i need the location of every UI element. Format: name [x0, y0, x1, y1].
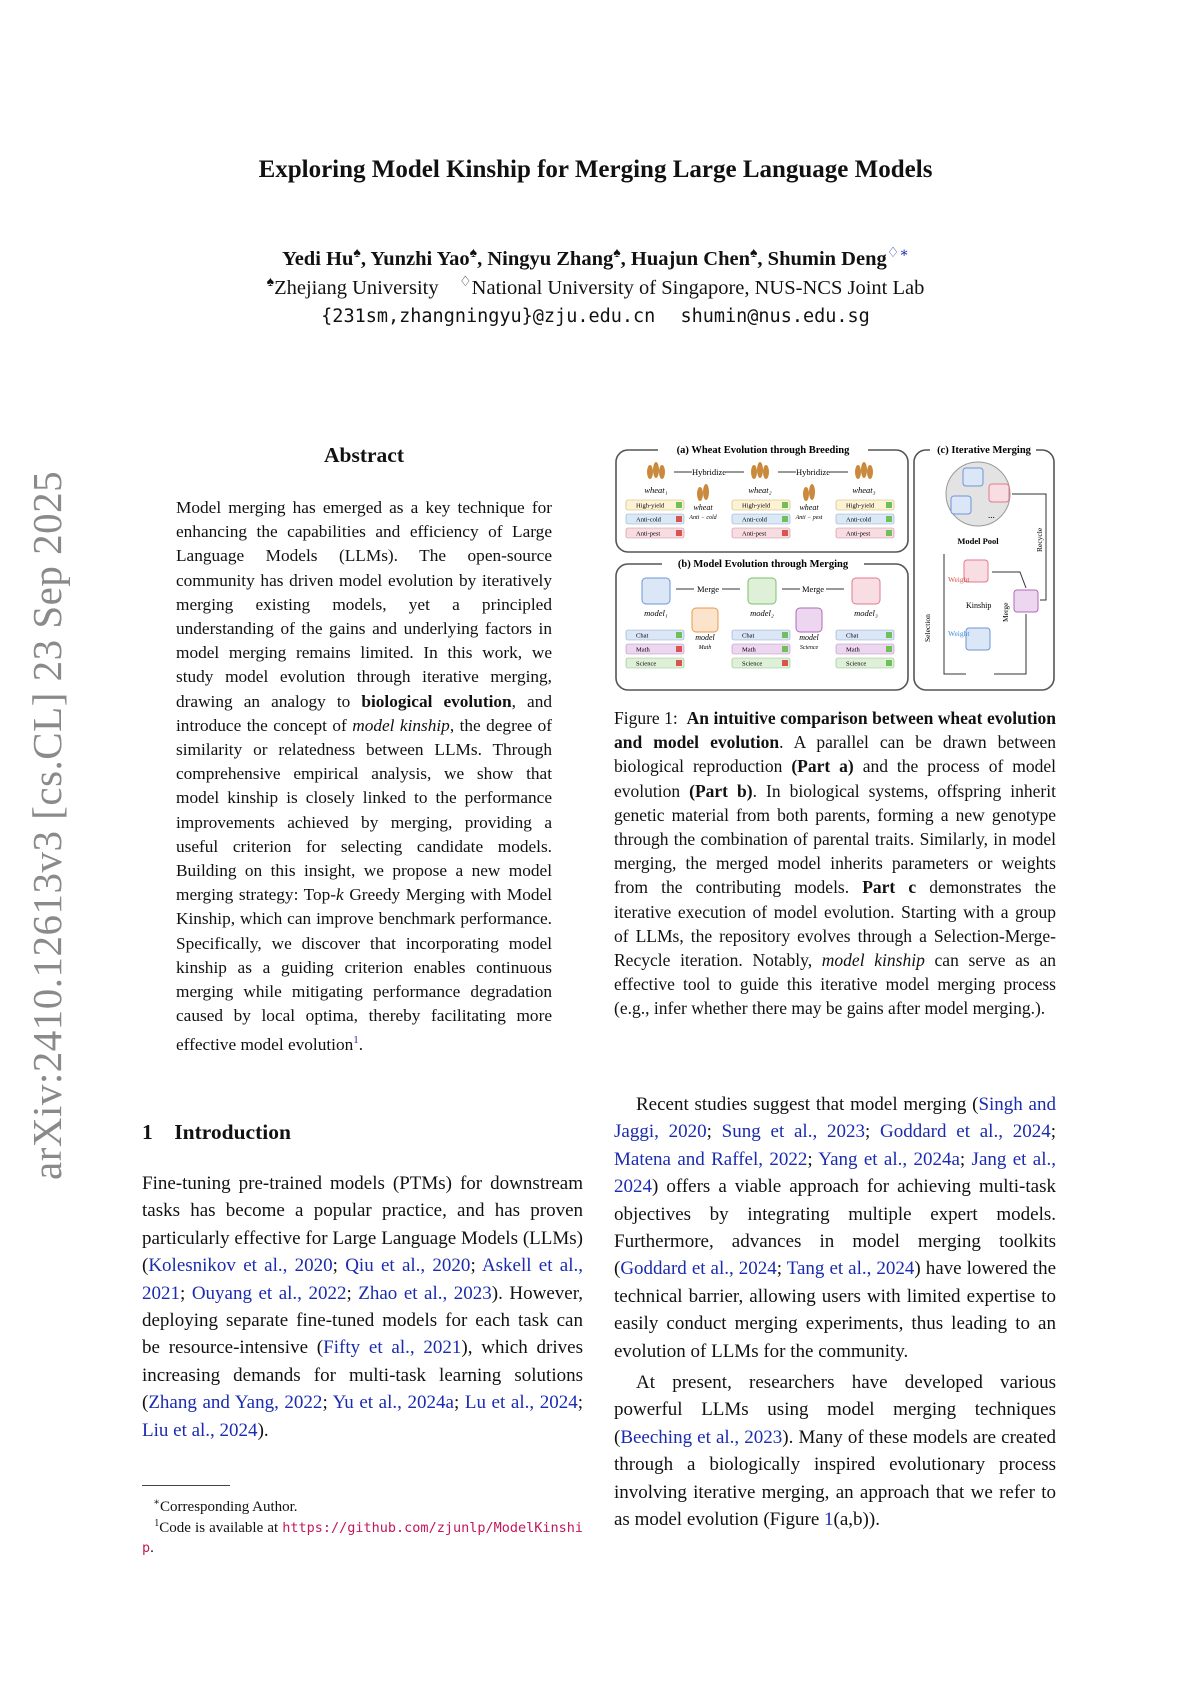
sep: ;	[180, 1282, 192, 1304]
wheat-side-label: wheat	[799, 503, 819, 512]
merge-label: Merge	[696, 584, 720, 594]
panel-b-title: (b) Model Evolution through Merging	[677, 559, 849, 570]
panel-a	[616, 444, 908, 552]
merge-label: Merge	[801, 584, 825, 594]
model-side-label: Science	[799, 645, 819, 651]
sep: ;	[470, 1255, 482, 1277]
trait-label: Science	[636, 660, 657, 668]
citation-link[interactable]: Beeching et al., 2023	[620, 1426, 783, 1448]
trait-label: Chat	[846, 632, 859, 640]
abstract-text-run: , the degree of similarity or relatedness between LLMs. Through comprehensive empirical analysis, we show that model kinship is closely linked to the performance improvements achieved by merging, providing a useful criterion for selecting candidate models. Building on this insight, we propose a new model merging strategy: Top-	[176, 715, 552, 905]
abstract-text-run: .	[358, 1035, 364, 1055]
caption-text: Figure 1:	[614, 708, 687, 728]
text-run: At present, researchers have developed various powerful LLMs using model merging techniques (	[614, 1372, 1056, 1448]
citation-link[interactable]: Jang et al., 2024	[614, 1148, 1056, 1198]
right-column-text	[614, 1091, 1056, 1534]
sep: ;	[864, 1121, 881, 1143]
citation-link[interactable]: Qiu et al., 2020	[345, 1255, 471, 1277]
intro-text-run: Fine-tuning pre-trained models (PTMs) for downstream tasks has become a popular practice, and has proven particularly effective for Large Language Models (LLMs) (	[142, 1173, 583, 1277]
caption-bold: (Part a)	[791, 756, 854, 777]
intro-text-run: ).	[257, 1419, 269, 1441]
author-list: Yedi Hu♠, Yunzhi Yao♠, Ningyu Zhang♠, Huajun Chen♠, Shumin Deng♢∗	[282, 246, 909, 270]
model-side-label: model	[695, 633, 715, 642]
author-name: Yedi Hu	[282, 248, 354, 270]
sep: ;	[453, 1392, 465, 1414]
wheat-label: wheat₂	[748, 485, 772, 495]
author-name: Ningyu Zhang	[487, 248, 614, 270]
caption-text: and the process of model evolution	[614, 756, 1056, 801]
author-name: Huajun Chen	[630, 248, 750, 270]
abstract-heading: Abstract	[323, 443, 404, 467]
panel-c	[914, 444, 1054, 690]
email[interactable]: shumin@nus.edu.sg	[680, 306, 870, 327]
wheat-label: wheat₁	[644, 485, 668, 495]
abstract-text-run: , and introduce the concept of	[176, 691, 552, 735]
figure-1	[614, 442, 1056, 694]
citation-link[interactable]: Goddard et al., 2024	[880, 1121, 1051, 1143]
citation-link[interactable]: Zhang and Yang, 2022	[148, 1392, 323, 1414]
trait-label: High-yield	[742, 502, 771, 510]
email[interactable]: {231sm,zhangningyu}@zju.edu.cn	[321, 306, 656, 327]
footnote-rule	[142, 1485, 230, 1486]
affiliation: National University of Singapore, NUS-NCS Joint Lab	[471, 277, 925, 299]
caption-text: . A parallel can be drawn between biological reproduction	[614, 732, 1056, 777]
caption-text: demonstrates the iterative execution of model evolution. Starting with a group of LLMs, the repository evolves through a Selection-Merge-Recycle iteration. Notably,	[614, 877, 1056, 971]
abstract-italic: model kinship	[352, 715, 450, 735]
footnote-text: Code is available at	[159, 1520, 283, 1536]
cycle-label: Recycle	[1035, 527, 1044, 552]
trait-label: Anti-pest	[846, 530, 871, 538]
citation-link[interactable]: Singh and Jaggi, 2020	[614, 1094, 1056, 1143]
affiliations	[0, 277, 1191, 300]
footnote-mark: ∗	[153, 1497, 161, 1508]
sep: ;	[1050, 1121, 1056, 1143]
author-mark: ♢∗	[886, 246, 909, 262]
text-run: (a,b)).	[833, 1509, 880, 1531]
caption-text: . In biological systems, offspring inherit genetic material from both parents, forming a new genotype through the combination of parental traits. Similarly, in model merging, the merged model inherits parameters or weights from the contributing models.	[614, 780, 1056, 898]
trait-label: High-yield	[846, 502, 875, 510]
citation-link[interactable]: Yang et al., 2024a	[818, 1148, 960, 1170]
footnote-text: Corresponding Author.	[160, 1499, 298, 1515]
citation-link[interactable]: Kolesnikov et al., 2020	[148, 1255, 333, 1277]
author-mark: ♠	[613, 246, 621, 262]
wheat-side-label: Anti − pest	[795, 515, 823, 521]
footnote-text: .	[150, 1540, 154, 1556]
citation-link[interactable]: Sung et al., 2023	[721, 1121, 865, 1143]
cycle-label: Kinship	[966, 601, 992, 610]
citation-link[interactable]: Fifty et al., 2021	[323, 1337, 462, 1359]
emails	[0, 306, 1191, 327]
trait-label: Math	[742, 646, 756, 654]
citation-link[interactable]: Zhao et al., 2023	[358, 1282, 492, 1304]
caption-bold: (Part b)	[689, 780, 753, 801]
footnote-2	[142, 1514, 583, 1558]
citation-link[interactable]: Askell et al., 2021	[142, 1255, 583, 1304]
model-side-label: Math	[698, 645, 712, 651]
figure-caption	[614, 706, 1056, 1021]
intro-text	[142, 1170, 583, 1444]
intro-text-run: ). However, deploying separate fine-tuned models for each task can be resource-intensive (	[142, 1282, 584, 1359]
abstract-bold: biological evolution	[361, 691, 512, 711]
sep: ;	[959, 1148, 972, 1170]
abstract-text-run: Model merging has emerged as a key technique for enhancing the capabilities and efficiency of Large Language Models (LLMs). The open-source community has driven model evolution by iteratively merging existing models, yet a principled understanding of the gains and underlying factors in model merging remains limited. In this work, we study model evolution through iterative merging, drawing an analogy to	[176, 498, 552, 711]
intro-text-run: ), which drives increasing demands for multi-task learning solutions (	[142, 1337, 583, 1414]
cycle-label: Weight	[948, 629, 970, 638]
abstract-italic: k	[336, 885, 344, 905]
trait-label: Math	[636, 646, 650, 654]
citation-link[interactable]: Matena and Raffel, 2022	[614, 1148, 808, 1170]
footnote-link[interactable]: 1	[353, 1034, 359, 1047]
wheat-side-label: wheat	[693, 503, 713, 512]
wheat-label: wheat₃	[852, 485, 876, 495]
code-link[interactable]: https://github.com/zjunlp/ModelKinship	[142, 1520, 583, 1556]
trait-label: Anti-cold	[636, 516, 661, 524]
affil-mark: ♠	[266, 275, 275, 291]
trait-label: Science	[846, 660, 867, 668]
cycle-label: Weight	[948, 575, 970, 584]
citation-link[interactable]: Yu et al., 2024a	[332, 1392, 454, 1414]
caption-bold: Part c	[862, 877, 917, 898]
trait-label: Anti-cold	[846, 516, 871, 524]
paragraph	[614, 1369, 1056, 1533]
trait-label: Chat	[742, 632, 755, 640]
intro-heading: 1 Introduction	[142, 1120, 291, 1144]
trait-label: Math	[846, 646, 860, 654]
sep: ;	[807, 1148, 819, 1170]
model-label: model₃	[854, 608, 878, 618]
affil-mark: ♢	[459, 275, 472, 291]
sep: ;	[346, 1282, 359, 1304]
sep: ;	[577, 1392, 583, 1414]
affiliation: Zhejiang University	[274, 277, 439, 299]
author-mark: ♠	[749, 246, 758, 262]
author-mark: ♠	[469, 246, 478, 262]
caption-italic: model kinship	[821, 950, 925, 971]
panel-a-title: (a) Wheat Evolution through Breeding	[676, 445, 850, 456]
pool-label: Model Pool	[957, 536, 999, 546]
arxiv-stamp: arXiv:2410.12613v3 [cs.CL] 23 Sep 2025	[24, 470, 70, 1180]
author-mark: ♠	[353, 246, 361, 262]
citation-link[interactable]: Goddard et al., 2024	[620, 1258, 777, 1280]
footnote-mark: 1	[154, 1518, 160, 1529]
figure-ref-link[interactable]: 1	[824, 1509, 834, 1531]
trait-label: Anti-pest	[636, 530, 661, 538]
caption-text: can serve as an effective tool to guide this iterative model merging process (e.g., infer whether there may be gains after model merging.).	[614, 950, 1056, 1019]
text-run: ) have lowered the technical barrier, allowing users with limited expertise to easily conduct merging experiments, thus leading to an evolution of LLMs for the community.	[614, 1258, 1057, 1362]
model-label: model₂	[750, 608, 774, 618]
text-run: ). Many of these models are created through a biologically inspired evolutionary process involving iterative merging, an approach that we refer to as model evolution (Figure	[614, 1426, 1056, 1531]
paragraph	[614, 1091, 1056, 1365]
text-run: ) offers a viable approach for achieving multi-task objectives by integrating multiple expert models. Furthermore, advances in model merging toolkits (	[614, 1176, 1056, 1280]
citation-link[interactable]: Liu et al., 2024	[142, 1419, 258, 1441]
model-label: model₁	[644, 608, 668, 618]
sep: ;	[776, 1258, 787, 1280]
abstract-text	[176, 496, 552, 1057]
wheat-side-label: Anti − cold	[689, 515, 717, 521]
author-name: Yunzhi Yao	[370, 248, 470, 270]
hybridize-label: Hybridize	[796, 467, 830, 477]
trait-label: Anti-cold	[742, 516, 767, 524]
abstract-text-run: Greedy Merging with Model Kinship, which can improve benchmark performance. Specifically, we discover that incorporating model kinship as a guiding criterion enables continuous merging while mitigating performance degradation caused by local optima, thereby facilitating more effective model evolution	[176, 885, 552, 1055]
panel-b	[616, 558, 908, 690]
cycle-label: Merge	[1001, 602, 1010, 622]
text-run: Recent studies suggest that model merging (	[636, 1094, 979, 1115]
trait-label: Science	[742, 660, 763, 668]
trait-label: Anti-pest	[742, 530, 767, 538]
paper-title: Exploring Model Kinship for Merging Large Language Models	[258, 156, 933, 183]
citation-link[interactable]: Tang et al., 2024	[786, 1258, 915, 1280]
cycle-label: Selection	[923, 614, 932, 642]
hybridize-label: Hybridize	[692, 467, 726, 477]
citation-link[interactable]: Ouyang et al., 2022	[191, 1282, 347, 1304]
sep: ;	[706, 1121, 722, 1143]
citation-link[interactable]: Lu et al., 2024	[464, 1392, 578, 1414]
trait-label: Chat	[636, 632, 649, 640]
trait-label: High-yield	[636, 502, 665, 510]
model-side-label: model	[799, 633, 819, 642]
panel-c-title: (c) Iterative Merging	[937, 445, 1031, 456]
sep: ;	[322, 1392, 333, 1414]
author-name: Shumin Deng	[767, 248, 887, 270]
sep: ;	[332, 1255, 346, 1277]
pool-more: ...	[988, 510, 995, 520]
caption-bold: An intuitive comparison between wheat evolution and model evolution	[614, 708, 1056, 753]
